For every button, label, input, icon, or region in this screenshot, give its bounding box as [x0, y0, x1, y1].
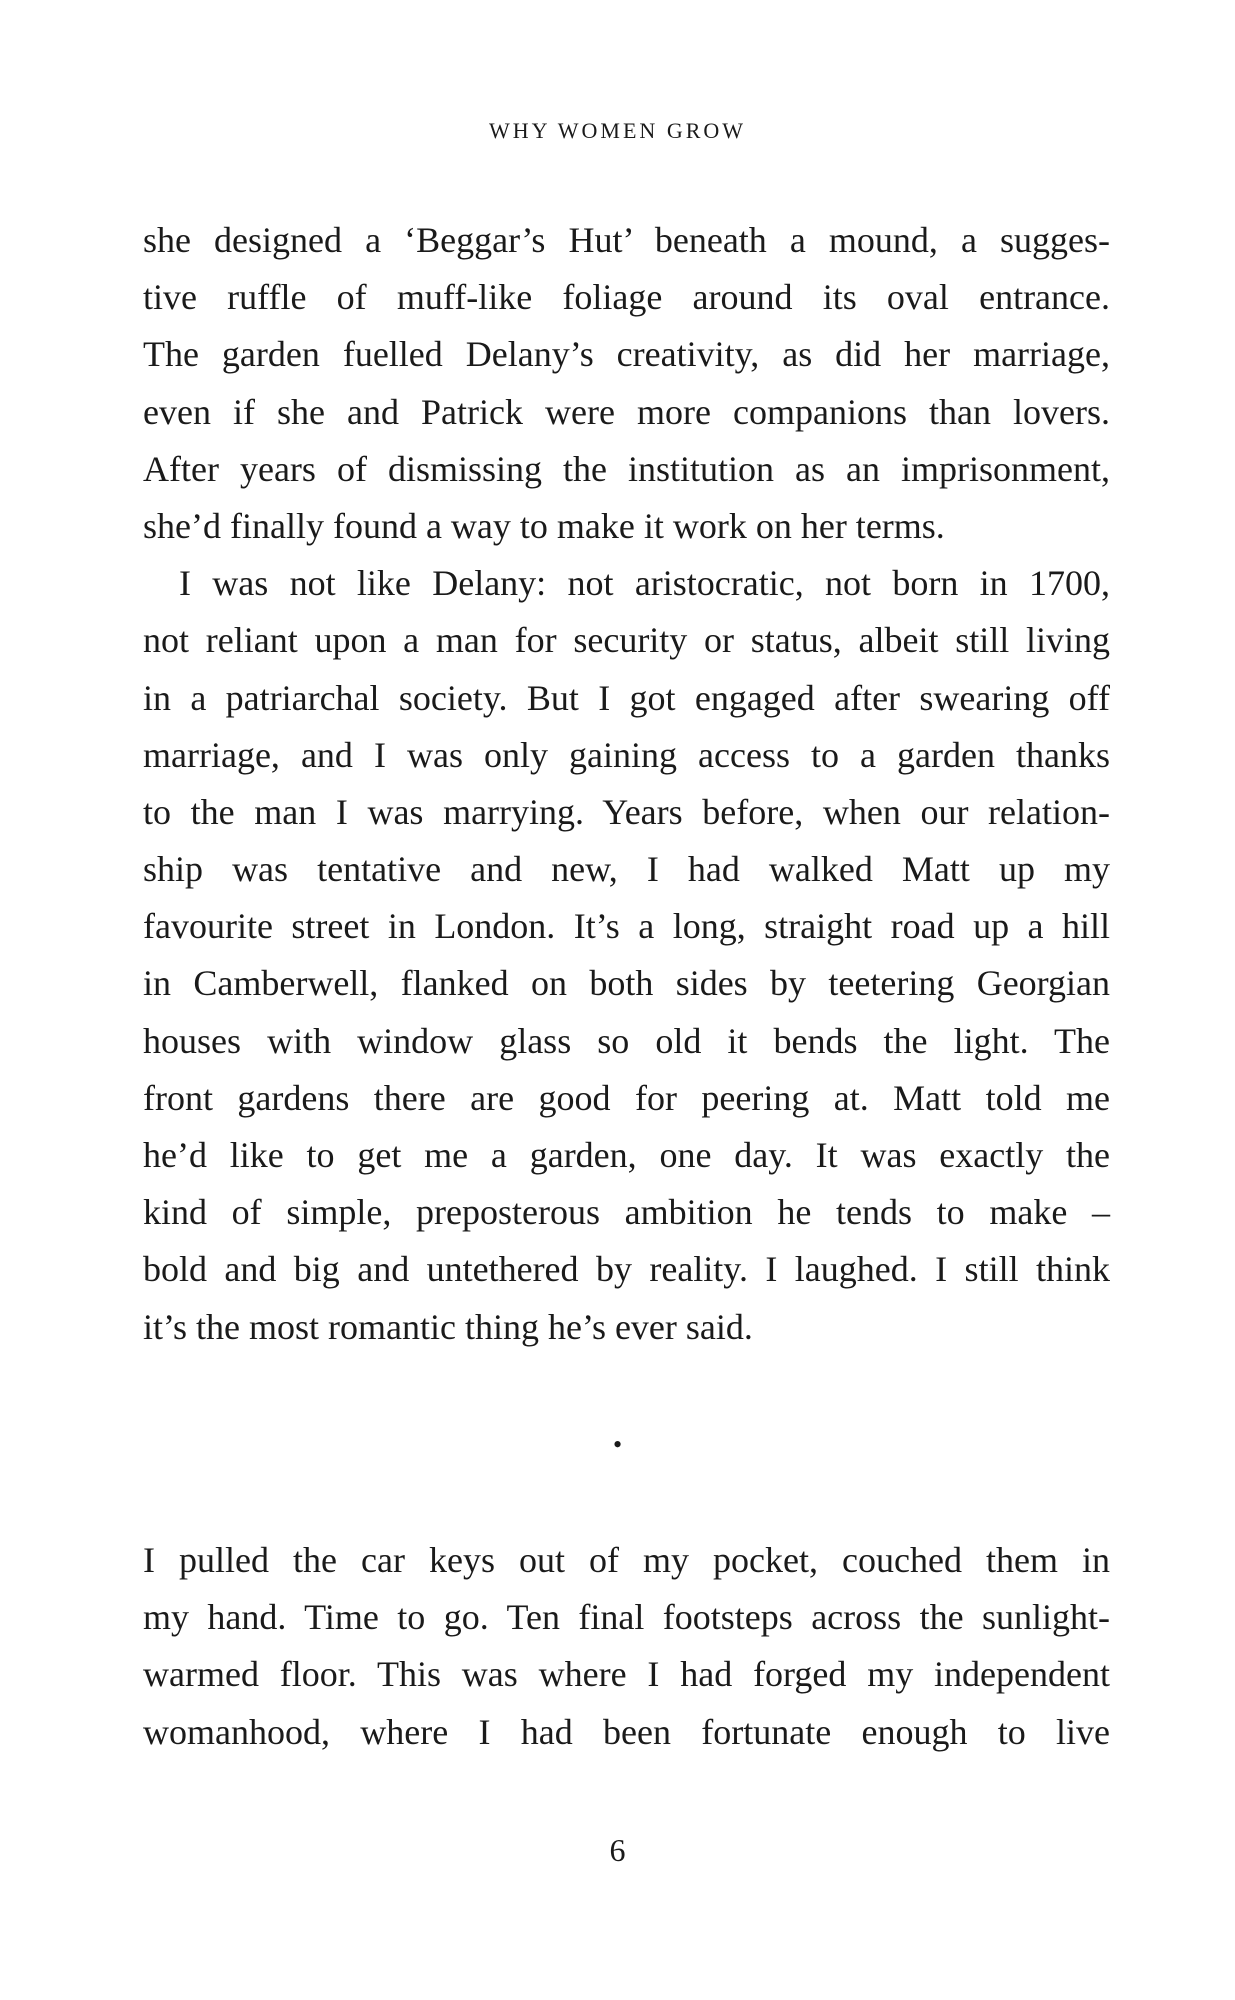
text-line: tive ruffle of muff-like foliage around its oval entrance. [143, 277, 1110, 318]
section-break-bullet: • [612, 1430, 623, 1459]
text-line: even if she and Patrick were more companions than lovers. [143, 391, 1110, 432]
text-line: bold and big and untethered by reality. I laughed. I still think [143, 1249, 1110, 1290]
text-line: favourite street in London. It’s a long, straight road up a hill [143, 906, 1110, 947]
section-1-text [143, 212, 1110, 1356]
paragraph-end-line: she’d finally found a way to make it work on her terms. [143, 505, 945, 546]
text-line: in a patriarchal society. But I got engaged after swearing off [143, 677, 1110, 718]
text-line: kind of simple, preposterous ambition he tends to make – [143, 1192, 1110, 1233]
paragraph-end-line: it’s the most romantic thing he’s ever said. [143, 1306, 753, 1347]
section-2-text [143, 1532, 1110, 1761]
text-line: she designed a ‘Beggar’s Hut’ beneath a mound, a sugges- [143, 220, 1110, 260]
text-line: I pulled the car keys out of my pocket, couched them in [143, 1540, 1110, 1580]
text-line: The garden fuelled Delany’s creativity, as did her marriage, [143, 334, 1110, 375]
text-line: After years of dismissing the institution as an imprisonment, [143, 448, 1110, 489]
text-line: marriage, and I was only gaining access to a garden thanks [143, 734, 1110, 775]
text-line: not reliant upon a man for security or status, albeit still living [143, 620, 1110, 661]
text-line: ship was tentative and new, I had walked Matt up my [143, 849, 1110, 890]
text-line: womanhood, where I had been fortunate enough to live [143, 1711, 1110, 1752]
text-line: houses with window glass so old it bends the light. The [143, 1020, 1110, 1061]
running-head: WHY WOMEN GROW [488, 118, 747, 143]
paragraph-start-line: I was not like Delany: not aristocratic, not born in 1700, [179, 563, 1110, 604]
text-line: in Camberwell, flanked on both sides by teetering Georgian [143, 963, 1110, 1004]
page-number: 6 [609, 1832, 626, 1868]
text-line: front gardens there are good for peering at. Matt told me [143, 1077, 1110, 1118]
text-line: he’d like to get me a garden, one day. It was exactly the [143, 1135, 1110, 1175]
text-line: my hand. Time to go. Ten final footsteps across the sunlight- [143, 1597, 1110, 1638]
text-line: to the man I was marrying. Years before, when our relation- [143, 791, 1110, 832]
text-line: warmed floor. This was where I had forged my independent [143, 1654, 1110, 1695]
